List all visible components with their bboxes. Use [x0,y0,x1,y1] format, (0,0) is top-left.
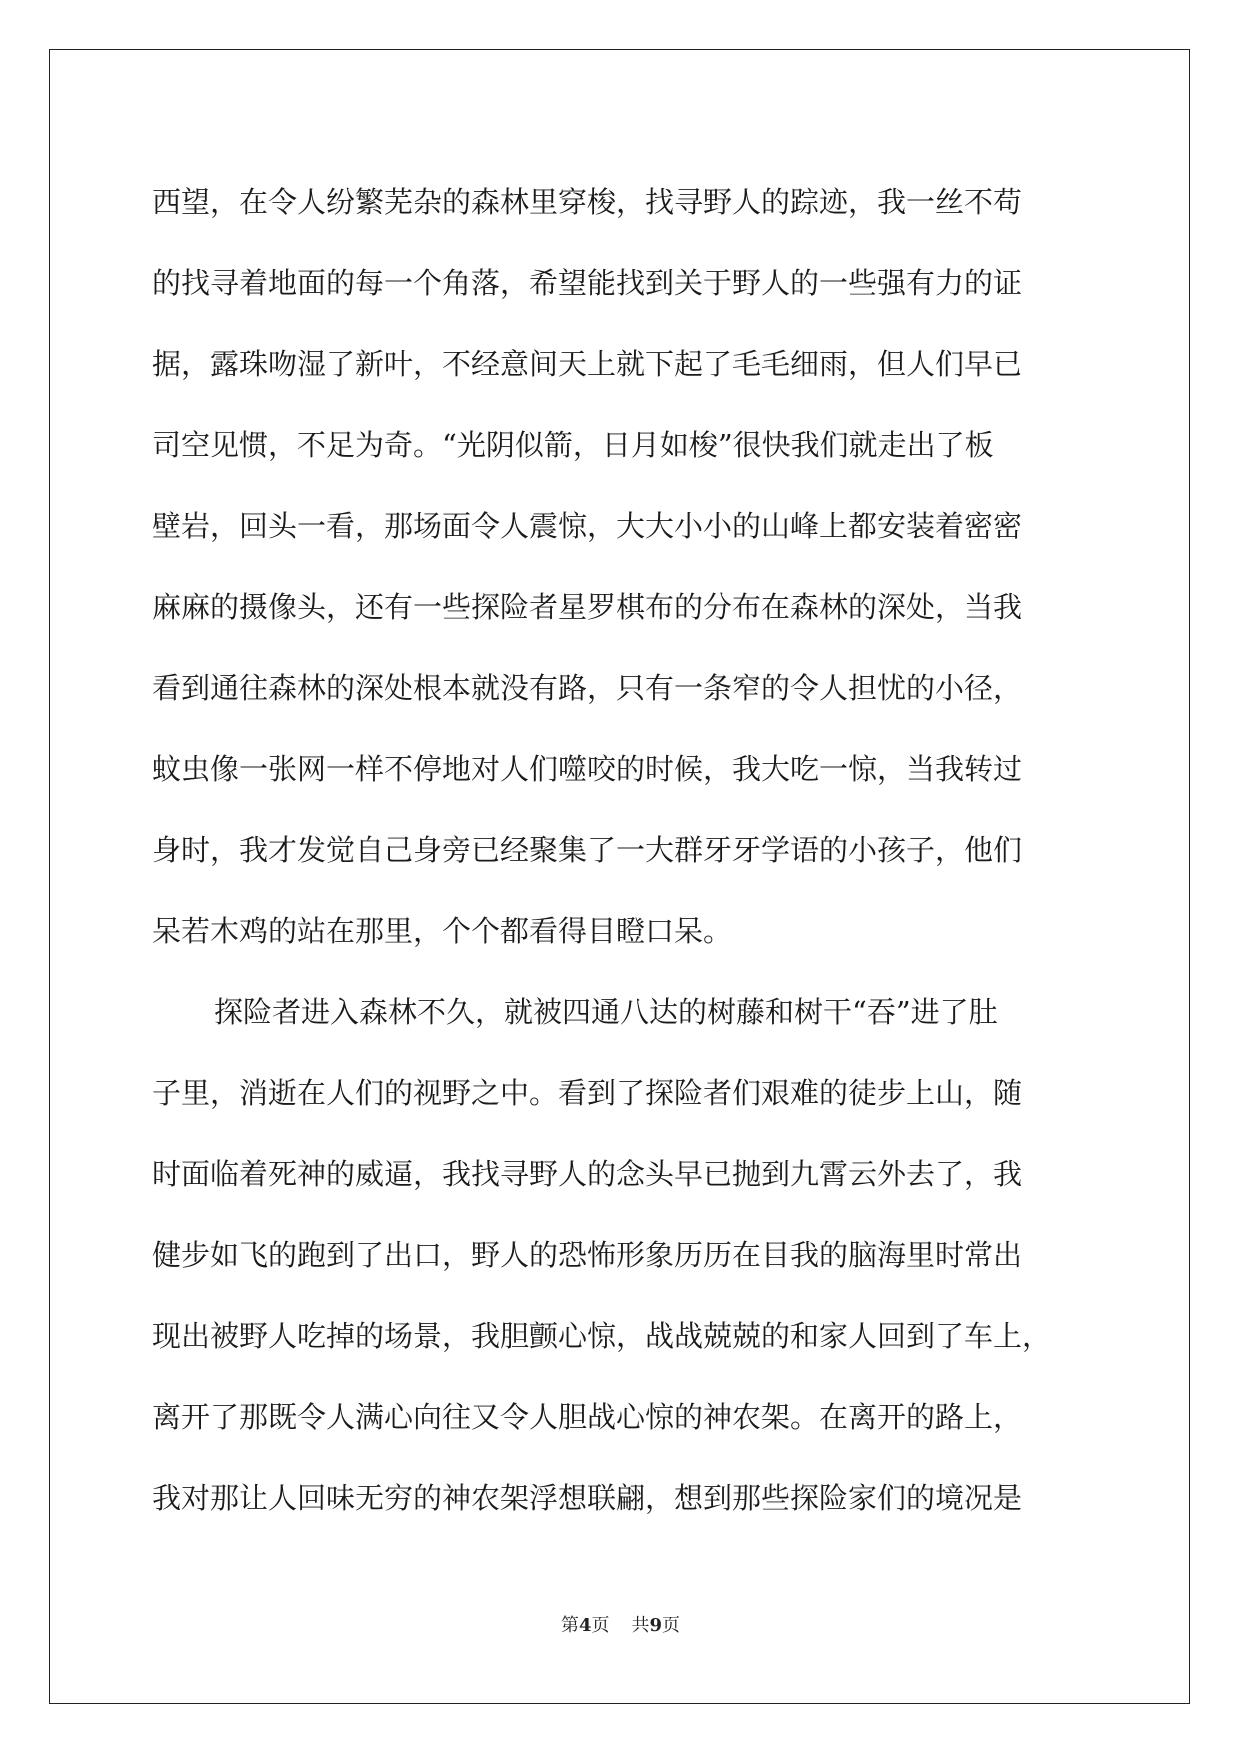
text-line: 时面临着死神的威逼，我找寻野人的念头早已抛到九霄云外去了，我 [152,1157,1023,1191]
text-line: 看到通往森林的深处根本就没有路，只有一条窄的令人担忧的小径， [152,671,1023,705]
text-line: 身时，我才发觉自己身旁已经聚集了一大群牙牙学语的小孩子，他们 [152,833,1023,867]
text-line-indented: 探险者进入森林不久，就被四通八达的树藤和树干“吞”进了肚 [214,995,998,1029]
current-page-number: 4 [578,1615,592,1636]
page-suffix: 页 [591,1615,610,1636]
page-number-footer [0,1611,1241,1637]
text-line: 司空见惯，不足为奇。“光阴似箭，日月如梭”很快我们就走出了板 [152,428,994,462]
text-line: 据，露珠吻湿了新叶，不经意间天上就下起了毛毛细雨，但人们早已 [152,347,1023,381]
total-pages-number: 9 [649,1615,663,1636]
total-suffix: 页 [662,1615,681,1636]
text-line: 现出被野人吃掉的场景，我胆颤心惊，战战兢兢的和家人回到了车上， [152,1319,1052,1353]
text-line: 麻麻的摄像头，还有一些探险者星罗棋布的分布在森林的深处，当我 [152,590,1023,624]
text-line: 蚊虫像一张网一样不停地对人们噬咬的时候，我大吃一惊，当我转过 [152,752,1023,786]
page-prefix: 第 [560,1615,579,1636]
document-body [152,162,1092,1539]
total-prefix: 共 [631,1615,650,1636]
text-line: 子里，消逝在人们的视野之中。看到了探险者们艰难的徒步上山，随 [152,1076,1023,1110]
text-line: 我对那让人回味无穷的神农架浮想联翩，想到那些探险家们的境况是 [152,1481,1023,1515]
paragraph-1 [152,162,1092,972]
text-line: 壁岩，回头一看，那场面令人震惊，大大小小的山峰上都安装着密密 [152,509,1023,543]
text-line: 离开了那既令人满心向往又令人胆战心惊的神农架。在离开的路上， [152,1400,1023,1434]
text-line: 健步如飞的跑到了出口，野人的恐怖形象历历在目我的脑海里时常出 [152,1238,1023,1272]
text-line: 西望，在令人纷繁芜杂的森林里穿梭，找寻野人的踪迹，我一丝不苟 [152,185,1023,219]
text-line: 呆若木鸡的站在那里，个个都看得目瞪口呆。 [152,914,733,948]
text-line: 的找寻着地面的每一个角落，希望能找到关于野人的一些强有力的证 [152,266,1023,300]
paragraph-2 [152,972,1092,1539]
